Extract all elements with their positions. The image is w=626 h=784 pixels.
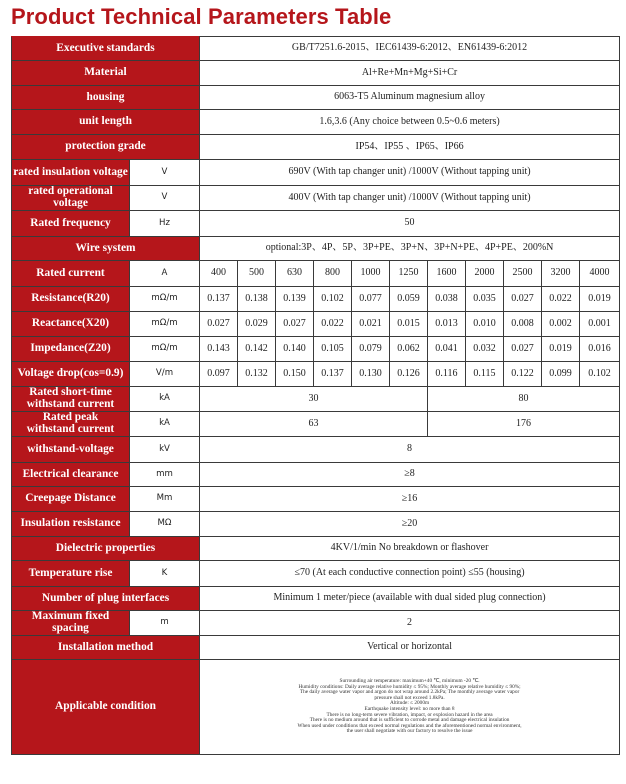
row-value: ≥20 — [200, 512, 620, 537]
value-cell: 0.137 — [314, 362, 352, 387]
row-protection-grade — [12, 135, 620, 160]
row-unit: V/m — [130, 362, 200, 387]
row-label: Executive standards — [12, 37, 200, 61]
value-cell: 0.013 — [428, 312, 466, 337]
row-unit: Hz — [130, 211, 200, 237]
row-voltage-drop — [12, 362, 620, 387]
value-cell: 0.079 — [352, 337, 390, 362]
condition-text — [200, 660, 620, 755]
row-label-line: withstand current — [26, 398, 115, 410]
condition-line: There is no long-term severe vibration, impact, or explosion hazard in the area — [326, 711, 493, 718]
value-cell: 0.122 — [504, 362, 542, 387]
value-cell: 0.139 — [276, 287, 314, 312]
row-value-low-range: 30 — [200, 387, 428, 412]
value-cell: 0.022 — [314, 312, 352, 337]
row-value: 6063-T5 Aluminum magnesium alloy — [200, 86, 620, 110]
row-label-line: Rated short-time — [29, 386, 112, 399]
row-label — [12, 412, 130, 437]
value-cell: 0.059 — [390, 287, 428, 312]
parameters-table — [11, 36, 620, 755]
row-label: Creepage Distance — [12, 487, 130, 512]
row-rated-current — [12, 261, 620, 287]
condition-line: There is no medium around that is sufficient to corrode metal and damage electrical insulation — [309, 717, 510, 724]
row-wire-system — [12, 237, 620, 261]
row-label: Installation method — [12, 636, 200, 660]
row-label: Rated frequency — [12, 211, 130, 237]
row-unit: MΩ — [130, 512, 200, 537]
row-value: 400V (With tap changer unit) /1000V (Without tapping unit) — [200, 186, 620, 211]
condition-line: The daily average water vapor and argon do not wrap around 2.2kPa; The monthly average water vapor — [299, 689, 520, 696]
value-cell: 0.019 — [542, 337, 580, 362]
condition-line: Surrounding air temperature: maximum+40 ℃, minimum -20 ℃. — [339, 678, 480, 685]
value-cell: 0.001 — [580, 312, 620, 337]
condition-line: Humidity conditions: Daily average relative humidity ≤ 95%; Monthly average relative humidity ≤ 90%; — [298, 683, 521, 690]
row-value: 8 — [200, 437, 620, 463]
row-unit: kA — [130, 412, 200, 437]
row-unit: A — [130, 261, 200, 287]
value-cell: 0.027 — [504, 287, 542, 312]
value-cell: 0.142 — [238, 337, 276, 362]
row-value: ≥16 — [200, 487, 620, 512]
value-cell: 0.029 — [238, 312, 276, 337]
row-peak-current — [12, 412, 620, 437]
value-cell: 2000 — [466, 261, 504, 287]
condition-line: When used under conditions that exceed normal regulations and the aforementioned normal environment, — [297, 722, 522, 729]
row-label: rated insulation voltage — [12, 160, 130, 186]
row-unit: V — [130, 186, 200, 211]
value-cell: 0.027 — [200, 312, 238, 337]
value-cell: 0.002 — [542, 312, 580, 337]
row-unit: kA — [130, 387, 200, 412]
row-unit: K — [130, 561, 200, 587]
row-unit: V — [130, 160, 200, 186]
value-cell: 1000 — [352, 261, 390, 287]
row-value: ≥8 — [200, 463, 620, 487]
row-short-time-current — [12, 387, 620, 412]
value-cell: 4000 — [580, 261, 620, 287]
row-label: protection grade — [12, 135, 200, 160]
value-cell: 0.032 — [466, 337, 504, 362]
value-cell: 0.102 — [314, 287, 352, 312]
row-rated-frequency — [12, 211, 620, 237]
value-cell: 0.116 — [428, 362, 466, 387]
row-label: Material — [12, 61, 200, 86]
value-cell: 0.097 — [200, 362, 238, 387]
condition-line: the user shall negotiate with our factory to resolve the issue — [346, 728, 473, 735]
row-executive-standards — [12, 37, 620, 61]
row-insulation-resistance — [12, 512, 620, 537]
row-label: Number of plug interfaces — [12, 587, 200, 611]
value-cell: 0.077 — [352, 287, 390, 312]
value-cell: 0.105 — [314, 337, 352, 362]
row-value: Vertical or horizontal — [200, 636, 620, 660]
row-dielectric-properties — [12, 537, 620, 561]
row-value: 2 — [200, 611, 620, 636]
row-housing — [12, 86, 620, 110]
value-cell: 0.102 — [580, 362, 620, 387]
row-label: Electrical clearance — [12, 463, 130, 487]
row-temperature-rise — [12, 561, 620, 587]
row-rated-operational-voltage — [12, 186, 620, 211]
row-label — [12, 387, 130, 412]
value-cell: 0.038 — [428, 287, 466, 312]
row-value-high-range: 176 — [428, 412, 620, 437]
row-label: housing — [12, 86, 200, 110]
row-value: 50 — [200, 211, 620, 237]
row-creepage-distance — [12, 487, 620, 512]
row-unit: mm — [130, 463, 200, 487]
value-cell: 1250 — [390, 261, 428, 287]
row-label: Wire system — [12, 237, 200, 261]
value-cell: 0.016 — [580, 337, 620, 362]
value-cell: 0.010 — [466, 312, 504, 337]
row-label: Temperature rise — [12, 561, 130, 587]
condition-line: pressure shall not exceed 1.8kPa. — [374, 694, 445, 701]
page-title: Product Technical Parameters Table — [11, 4, 392, 29]
row-value: optional:3P、4P、5P、3P+PE、3P+N、3P+N+PE、4P+PE、200%N — [200, 237, 620, 261]
row-electrical-clearance — [12, 463, 620, 487]
row-unit: kV — [130, 437, 200, 463]
value-cell: 400 — [200, 261, 238, 287]
value-cell: 2500 — [504, 261, 542, 287]
row-label: Resistance(R20) — [12, 287, 130, 312]
value-cell: 1600 — [428, 261, 466, 287]
row-value: 4KV/1/min No breakdown or flashover — [200, 537, 620, 561]
row-rated-insulation-voltage — [12, 160, 620, 186]
row-value: 690V (With tap changer unit) /1000V (Without tapping unit) — [200, 160, 620, 186]
value-cell: 0.035 — [466, 287, 504, 312]
row-label-line: Rated peak — [42, 411, 99, 424]
row-label-line: withstand current — [26, 423, 115, 435]
row-value: Minimum 1 meter/piece (available with dual sided plug connection) — [200, 587, 620, 611]
row-unit: Mm — [130, 487, 200, 512]
row-value: Al+Re+Mn+Mg+Si+Cr — [200, 61, 620, 86]
value-cell: 0.132 — [238, 362, 276, 387]
row-unit: mΩ/m — [130, 337, 200, 362]
value-cell: 0.140 — [276, 337, 314, 362]
value-cell: 0.019 — [580, 287, 620, 312]
row-material — [12, 61, 620, 86]
value-cell: 0.027 — [276, 312, 314, 337]
row-label: Applicable condition — [12, 660, 200, 755]
row-value-high-range: 80 — [428, 387, 620, 412]
row-label: Dielectric properties — [12, 537, 200, 561]
value-cell: 0.008 — [504, 312, 542, 337]
value-cell: 3200 — [542, 261, 580, 287]
row-label: rated operational voltage — [12, 186, 130, 211]
row-plug-interfaces — [12, 587, 620, 611]
row-value: GB/T7251.6-2015、IEC61439-6:2012、EN61439-6:2012 — [200, 37, 620, 61]
row-applicable-condition — [12, 660, 620, 755]
row-value: IP54、IP55 、IP65、IP66 — [200, 135, 620, 160]
value-cell: 0.143 — [200, 337, 238, 362]
row-installation-method — [12, 636, 620, 660]
row-label: Rated current — [12, 261, 130, 287]
row-value-low-range: 63 — [200, 412, 428, 437]
value-cell: 500 — [238, 261, 276, 287]
condition-line: Earthquake intensity level: no more than 8 — [364, 706, 455, 712]
value-cell: 0.015 — [390, 312, 428, 337]
value-cell: 0.126 — [390, 362, 428, 387]
row-label: Maximum fixed spacing — [12, 611, 130, 636]
row-resistance — [12, 287, 620, 312]
value-cell: 630 — [276, 261, 314, 287]
row-value: ≤70 (At each conductive connection point) ≤55 (housing) — [200, 561, 620, 587]
value-cell: 0.137 — [200, 287, 238, 312]
row-reactance — [12, 312, 620, 337]
value-cell: 0.027 — [504, 337, 542, 362]
row-unit: mΩ/m — [130, 312, 200, 337]
value-cell: 0.115 — [466, 362, 504, 387]
row-impedance — [12, 337, 620, 362]
value-cell: 0.041 — [428, 337, 466, 362]
row-label: Reactance(X20) — [12, 312, 130, 337]
row-max-fixed-spacing — [12, 611, 620, 636]
value-cell: 0.130 — [352, 362, 390, 387]
row-label: Impedance(Z20) — [12, 337, 130, 362]
value-cell: 0.062 — [390, 337, 428, 362]
row-withstand-voltage — [12, 437, 620, 463]
value-cell: 0.150 — [276, 362, 314, 387]
value-cell: 800 — [314, 261, 352, 287]
condition-line: Altitude: ≤ 2000m — [390, 700, 430, 707]
row-unit-length — [12, 110, 620, 135]
value-cell: 0.138 — [238, 287, 276, 312]
row-label: withstand-voltage — [12, 437, 130, 463]
value-cell: 0.022 — [542, 287, 580, 312]
row-value: 1.6,3.6 (Any choice between 0.5~0.6 meters) — [200, 110, 620, 135]
row-label: unit length — [12, 110, 200, 135]
value-cell: 0.099 — [542, 362, 580, 387]
row-unit: mΩ/m — [130, 287, 200, 312]
row-label: Voltage drop(cos=0.9) — [12, 362, 130, 387]
value-cell: 0.021 — [352, 312, 390, 337]
row-label: Insulation resistance — [12, 512, 130, 537]
row-unit: m — [130, 611, 200, 636]
